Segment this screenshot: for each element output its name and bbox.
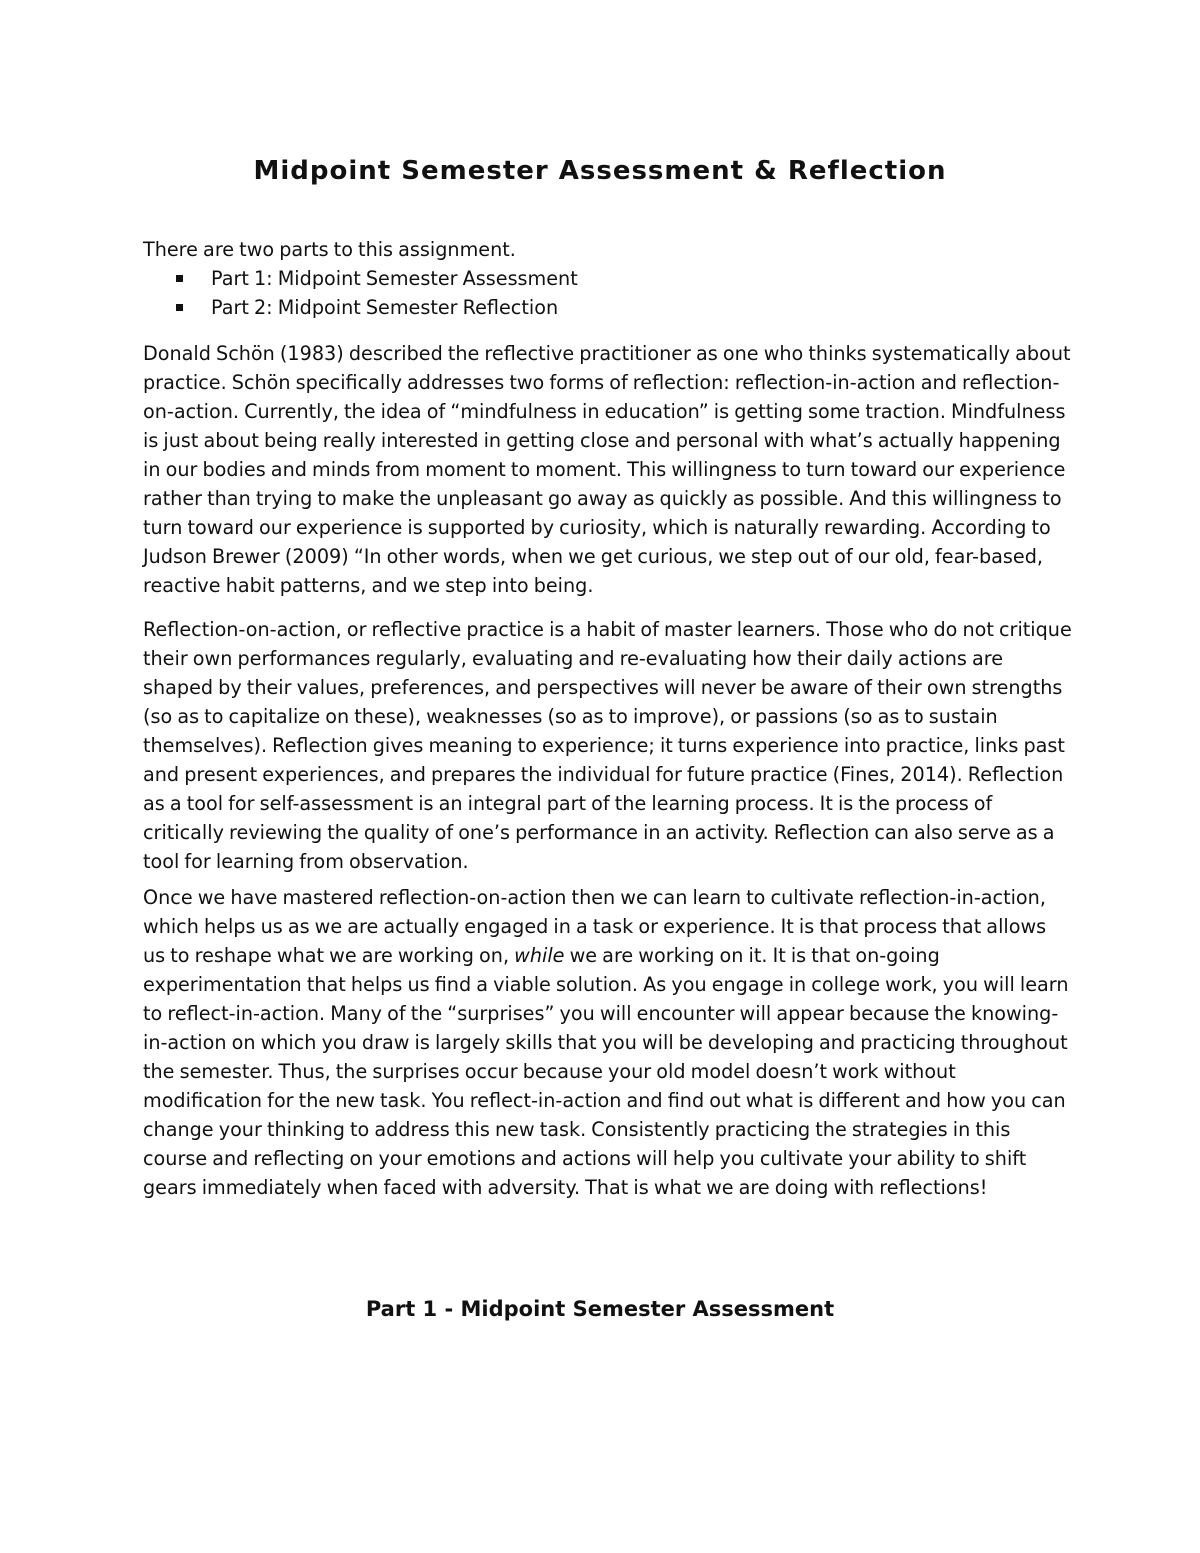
- section-heading-part-1: Part 1 - Midpoint Semester Assessment: [365, 1297, 835, 1321]
- paragraph-3-end: we are working on it. It is that on-going experimentation that helps us find a viable solution. As you engage in college work, you will learn to reflect-in-action. Many of the “surprises” you will encounter will appear because the knowing-in-action on which you draw is largely skills that you will be developing and practicing throughout the semester. Thus, the surprises occur because your old model doesn’t work without modification for the new task. You reflect-in-action and find out what is different and how you can change your thinking to address this new task. Consistently practicing the strategies in this course and reflecting on your emotions and actions will help you cultivate your ability to shift gears immediately when faced with adversity. That is what we are doing with reflections!: [143, 944, 1069, 1199]
- list-item: [176, 293, 578, 322]
- paragraph-reflection-in-action: [143, 883, 1073, 1202]
- list-item: [176, 264, 578, 293]
- paragraph-mindfulness: Donald Schön (1983) described the reflective practitioner as one who thinks systematically about practice. Schön specifically addresses two forms of reflection: reflection-in-action and reflection-on-action. Currently, the idea of “mindfulness in education” is getting some traction. Mindfulness is just about being really interested in getting close and personal with what’s actually happening in our bodies and minds from moment to moment. This willingness to turn toward our experience rather than trying to make the unpleasant go away as quickly as possible. And this willingness to turn toward our experience is supported by curiosity, which is naturally rewarding. According to Judson Brewer (2009) “In other words, when we get curious, we step out of our old, fear-based, reactive habit patterns, and we step into being.: [143, 342, 1071, 597]
- paragraph-reflection-on-action: Reflection-on-action, or reflective practice is a habit of master learners. Those who do not critique their own performances regularly, evaluating and re-evaluating how their daily actions are shaped by their values, preferences, and perspectives will never be aware of their own strengths (so as to capitalize on these), weaknesses (so as to improve), or passions (so as to sustain themselves). Reflection gives meaning to experience; it turns experience into practice, links past and present experiences, and prepares the individual for future practice (Fines, 2014). Reflection as a tool for self-assessment is an integral part of the learning process. It is the process of critically reviewing the quality of one’s performance in an activity. Reflection can also serve as a tool for learning from observation.: [143, 618, 1072, 873]
- parts-list: [176, 264, 578, 322]
- part-1-label: Part 1: Midpoint Semester Assessment: [211, 267, 578, 290]
- document-title: Midpoint Semester Assessment & Reflection: [253, 156, 947, 186]
- intro-text: There are two parts to this assignment.: [143, 238, 516, 261]
- paragraph-3-start: Once we have mastered reflection-on-action then we can learn to cultivate reflection-in-action, which helps us as we are actually engaged in a task or experience. It is that process that allows us to reshape what we are working on,: [143, 886, 1047, 967]
- square-bullet-icon: [176, 275, 183, 282]
- emphasis-while: while: [514, 944, 565, 967]
- square-bullet-icon: [176, 304, 183, 311]
- part-2-label: Part 2: Midpoint Semester Reflection: [211, 296, 559, 319]
